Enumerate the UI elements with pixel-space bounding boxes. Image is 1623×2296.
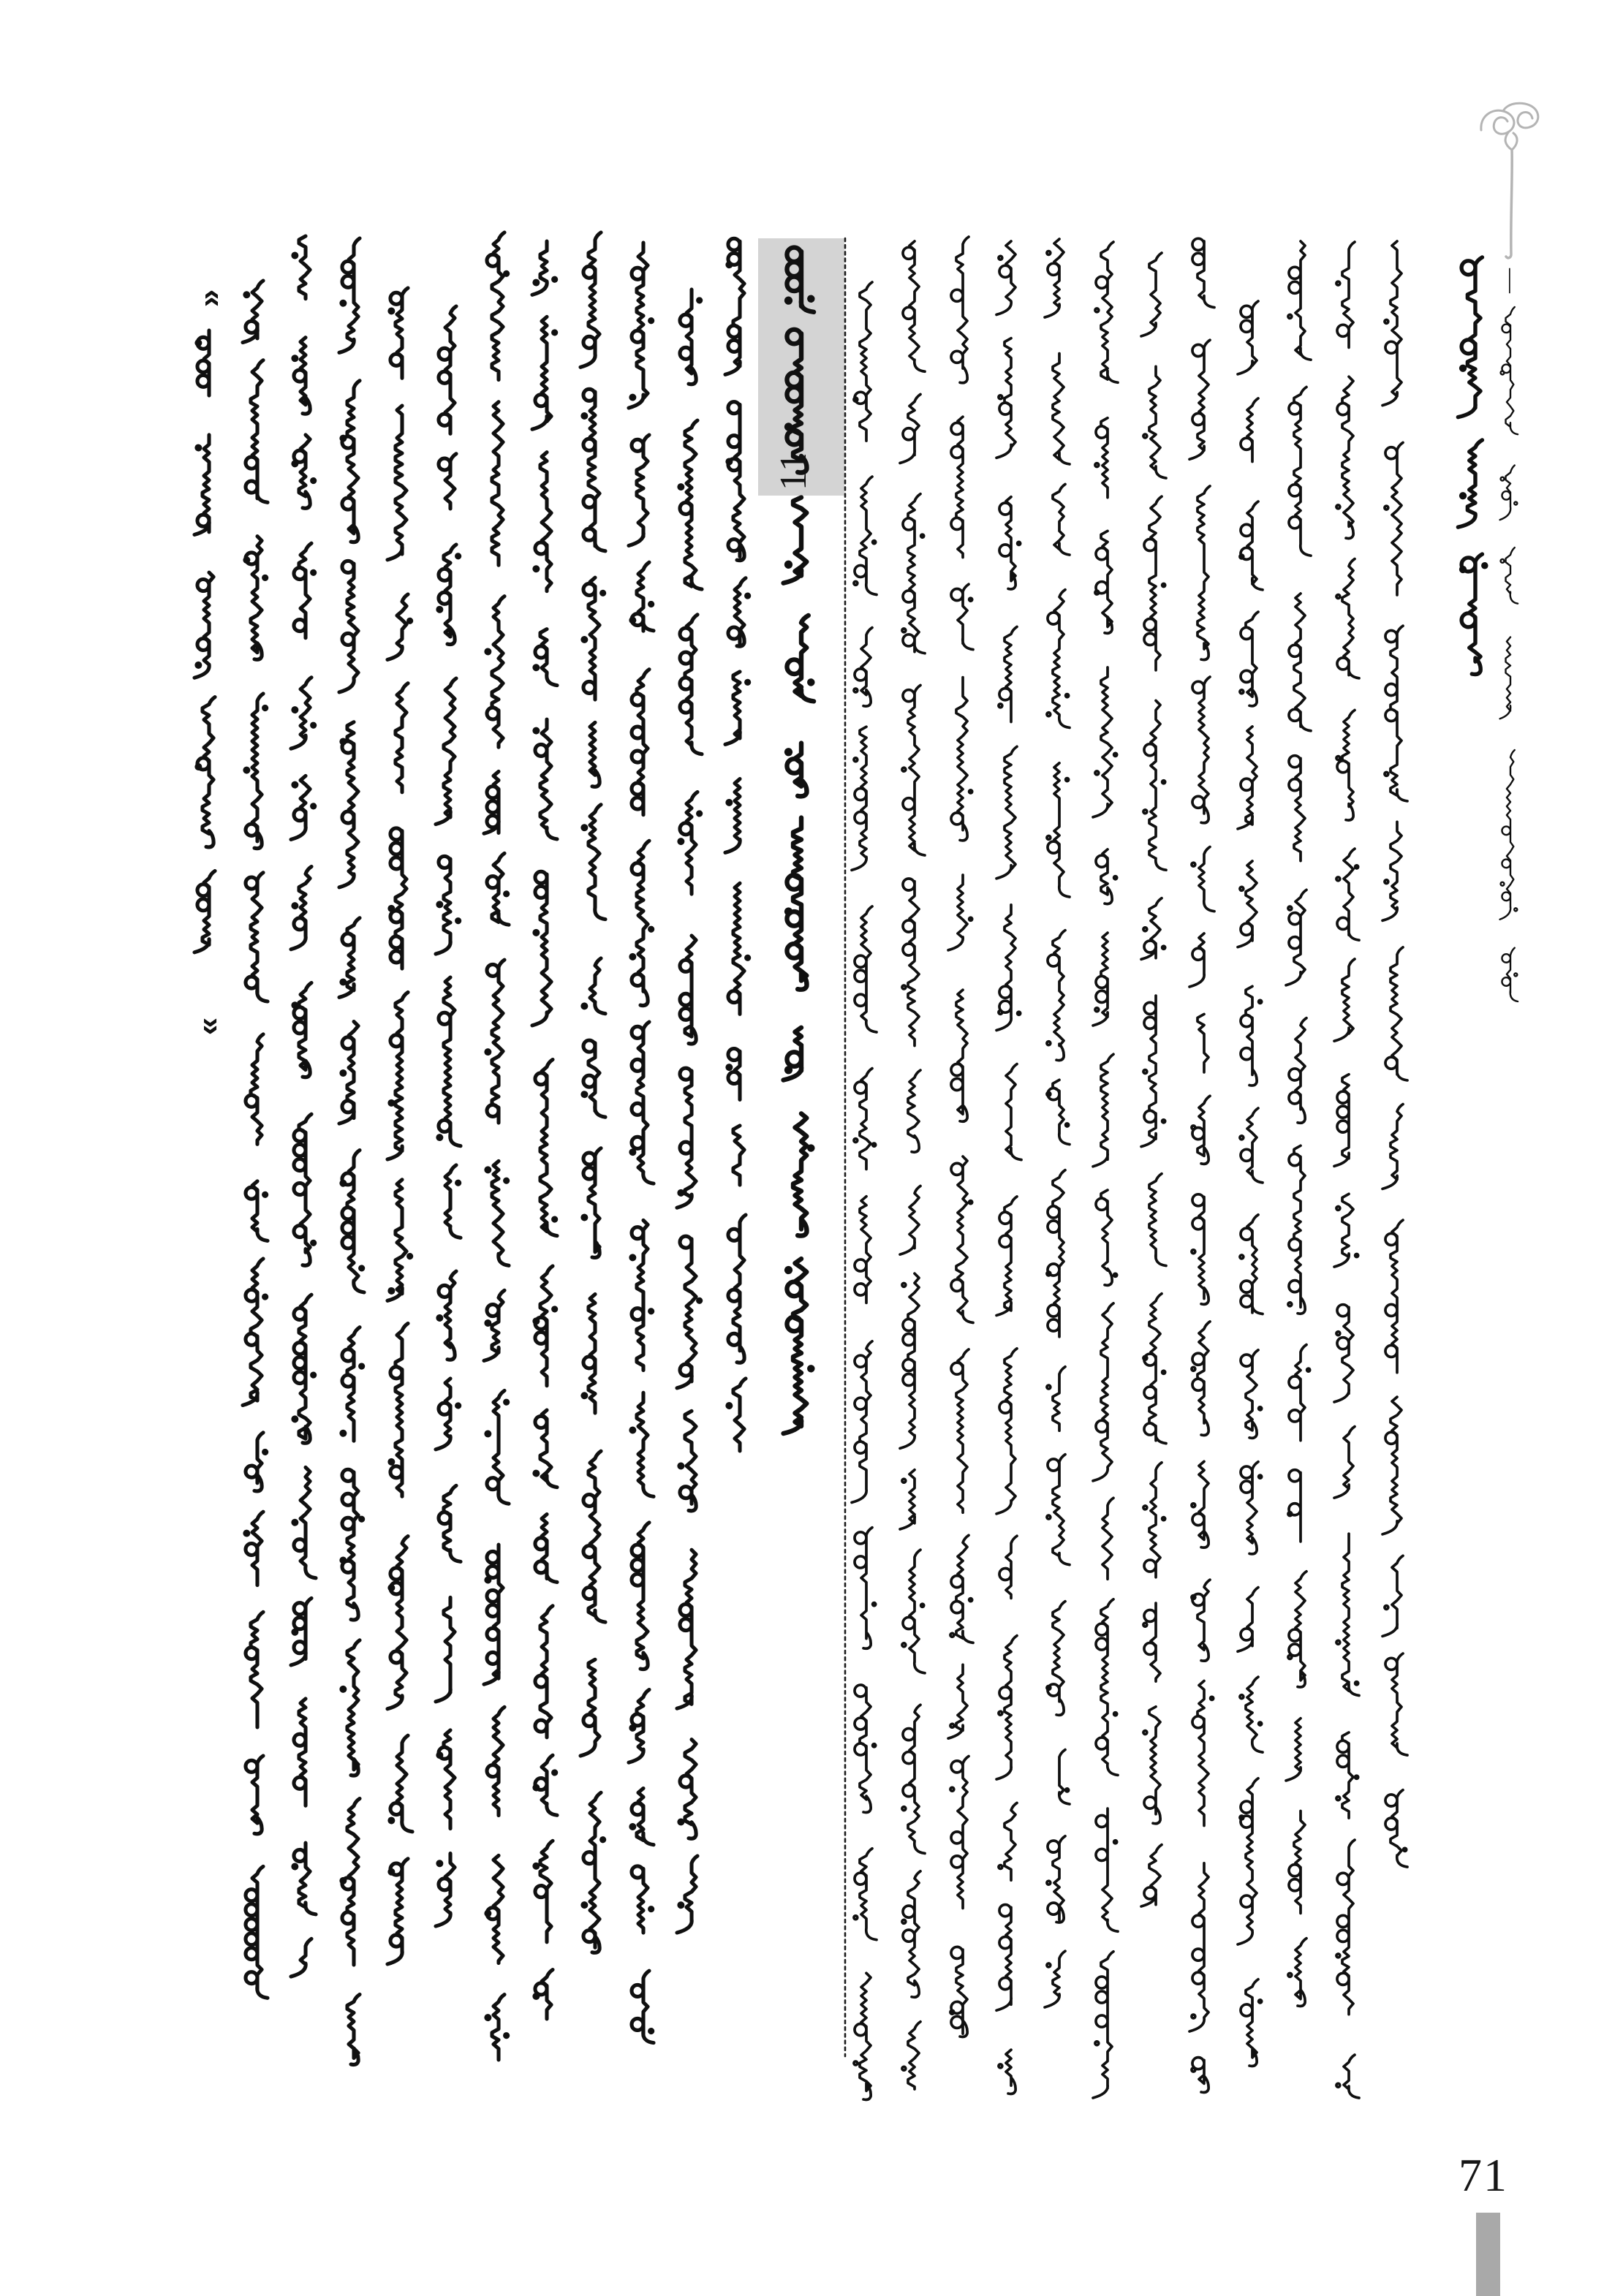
body-column-right xyxy=(1334,242,1359,2098)
lesson-title-column xyxy=(784,248,814,1433)
running-head-column xyxy=(1500,307,1518,1001)
body-column-left xyxy=(677,289,702,1933)
body-column-right xyxy=(996,241,1021,2094)
quotation-mark-close: » xyxy=(194,1017,230,1036)
body-column-right xyxy=(1189,238,1214,2092)
body-column-left xyxy=(291,236,316,1977)
body-column-left xyxy=(532,241,557,2019)
body-column-right xyxy=(1141,253,1166,1906)
page-number: 71 xyxy=(1459,2149,1508,2201)
body-column-left xyxy=(629,243,654,2043)
body-column-left xyxy=(436,306,461,1926)
body-column-right xyxy=(1382,241,1407,1867)
body-column-right xyxy=(852,282,877,2100)
running-head-column xyxy=(1458,257,1486,675)
body-column-right xyxy=(1093,242,1118,2098)
body-column-left xyxy=(243,281,268,1998)
body-column-right xyxy=(900,241,925,2089)
body-column-right xyxy=(948,237,973,2037)
body-column-left xyxy=(194,330,215,952)
body-column-right xyxy=(1286,241,1311,2007)
body-column-left xyxy=(725,238,749,1451)
body-column-right xyxy=(1238,301,1263,2066)
body-column-left xyxy=(484,232,509,2060)
page-number-bar xyxy=(1476,2213,1500,2296)
body-column-right xyxy=(1045,239,1070,2007)
running-head-dash: — xyxy=(1498,268,1525,293)
body-column-left xyxy=(580,232,605,1952)
lesson-number: 11 xyxy=(772,450,814,491)
quotation-mark-open: « xyxy=(196,289,232,308)
flourish-ornament-icon xyxy=(1481,103,1538,258)
body-column-left xyxy=(339,238,364,2065)
body-column-left xyxy=(387,288,412,1964)
